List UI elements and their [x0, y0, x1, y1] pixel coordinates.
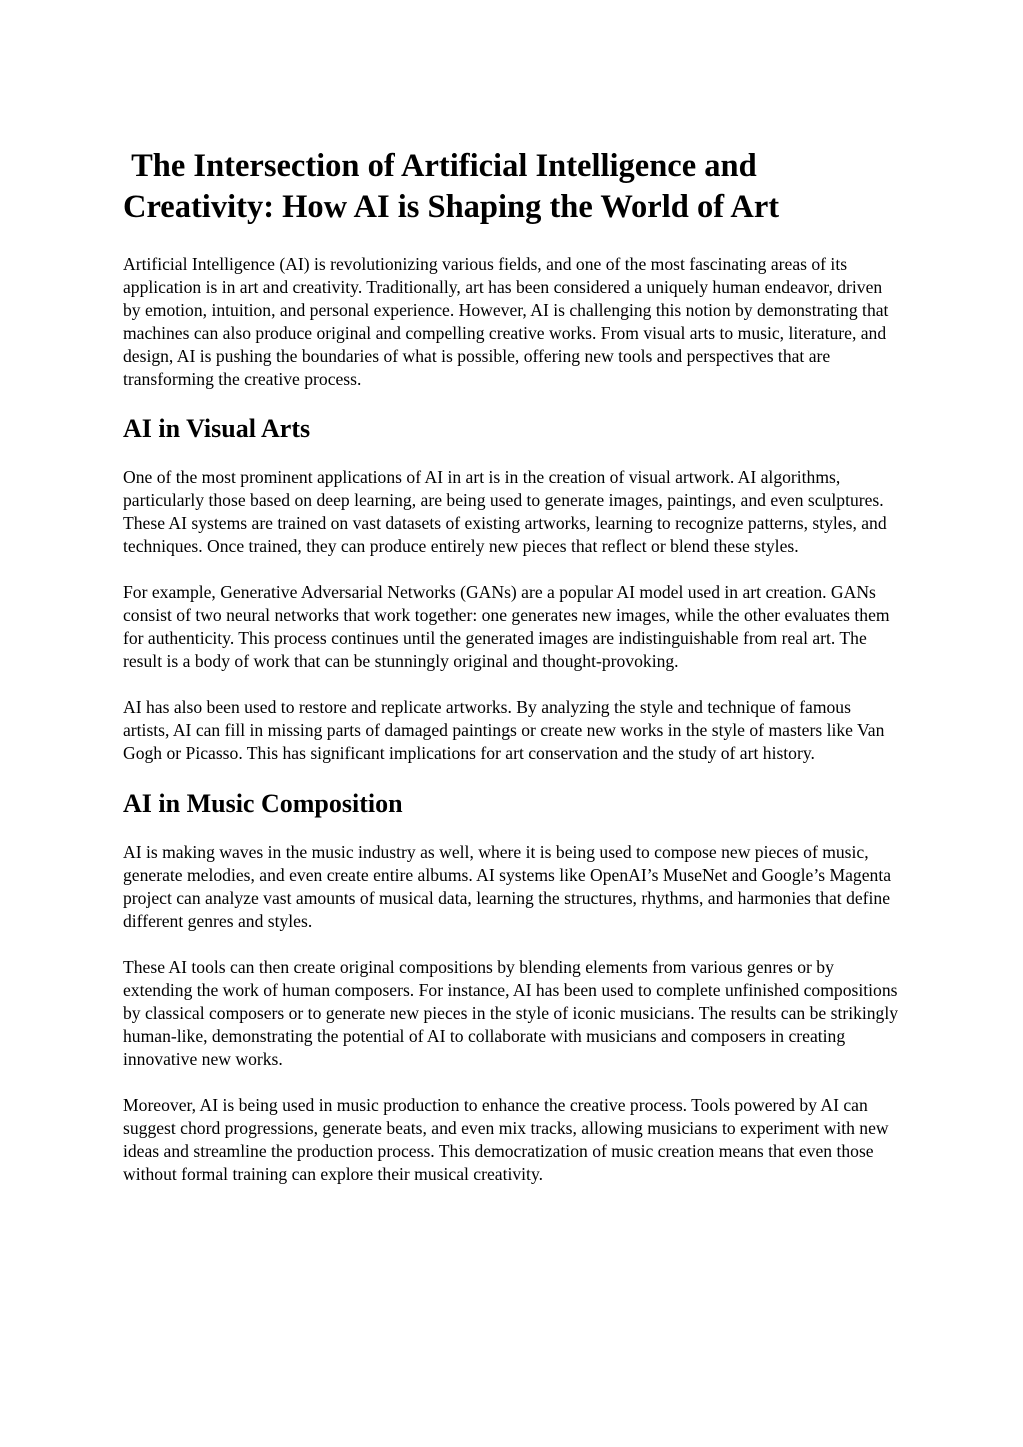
document-title: The Intersection of Artificial Intelligence and Creativity: How AI is Shaping the World of Art	[123, 148, 780, 225]
section-paragraph: AI is making waves in the music industry as well, where it is being used to compose new pieces of music, generate melodies, and even create entire albums. AI systems like OpenAI’s MuseNet and Google’s Magenta project can analyze vast amounts of musical data, learning the structures, rhythms, and harmonies that define different genres and styles.	[123, 842, 892, 931]
section-paragraph: These AI tools can then create original compositions by blending elements from various genres or by extending the work of human composers. For instance, AI has been used to complete unfinished compositions by classical composers or to generate new pieces in the style of iconic musicians. The results can be strikingly human-like, demonstrating the potential of AI to collaborate with musicians and composers in creating innovative new works.	[123, 957, 899, 1069]
section-paragraph: One of the most prominent applications of AI in art is in the creation of visual artwork. AI algorithms, particularly those based on deep learning, are being used to generate images, paintings, and even sculptures. These AI systems are trained on vast datasets of existing artworks, learning to recognize patterns, styles, and techniques. Once trained, they can produce entirely new pieces that reflect or blend these styles.	[123, 467, 887, 556]
section-heading: AI in Music Composition	[123, 789, 403, 818]
section-paragraph: AI has also been used to restore and replicate artworks. By analyzing the style and technique of famous artists, AI can fill in missing parts of damaged paintings or create new works in the style of masters like Van Gogh or Picasso. This has significant implications for art conservation and the study of art history.	[123, 697, 885, 763]
section-paragraph: Moreover, AI is being used in music production to enhance the creative process. Tools powered by AI can suggest chord progressions, generate beats, and even mix tracks, allowing musicians to experiment with new ideas and streamline the production process. This democratization of music creation means that even those without formal training can explore their musical creativity.	[123, 1095, 889, 1184]
document-page	[123, 146, 901, 1209]
section-visual-arts	[123, 414, 901, 765]
intro-paragraph: Artificial Intelligence (AI) is revolutionizing various fields, and one of the most fascinating areas of its application is in art and creativity. Traditionally, art has been considered a uniquely human endeavor, driven by emotion, intuition, and personal experience. However, AI is challenging this notion by demonstrating that machines can also produce original and compelling creative works. From visual arts to music, literature, and design, AI is pushing the boundaries of what is possible, offering new tools and perspectives that are transforming the creative process.	[123, 254, 889, 389]
section-heading: AI in Visual Arts	[123, 414, 311, 443]
section-music-composition	[123, 789, 901, 1186]
section-paragraph: For example, Generative Adversarial Networks (GANs) are a popular AI model used in art creation. GANs consist of two neural networks that work together: one generates new images, while the other evaluates them for authenticity. This process continues until the generated images are indistinguishable from real art. The result is a body of work that can be stunningly original and thought-provoking.	[123, 582, 890, 671]
